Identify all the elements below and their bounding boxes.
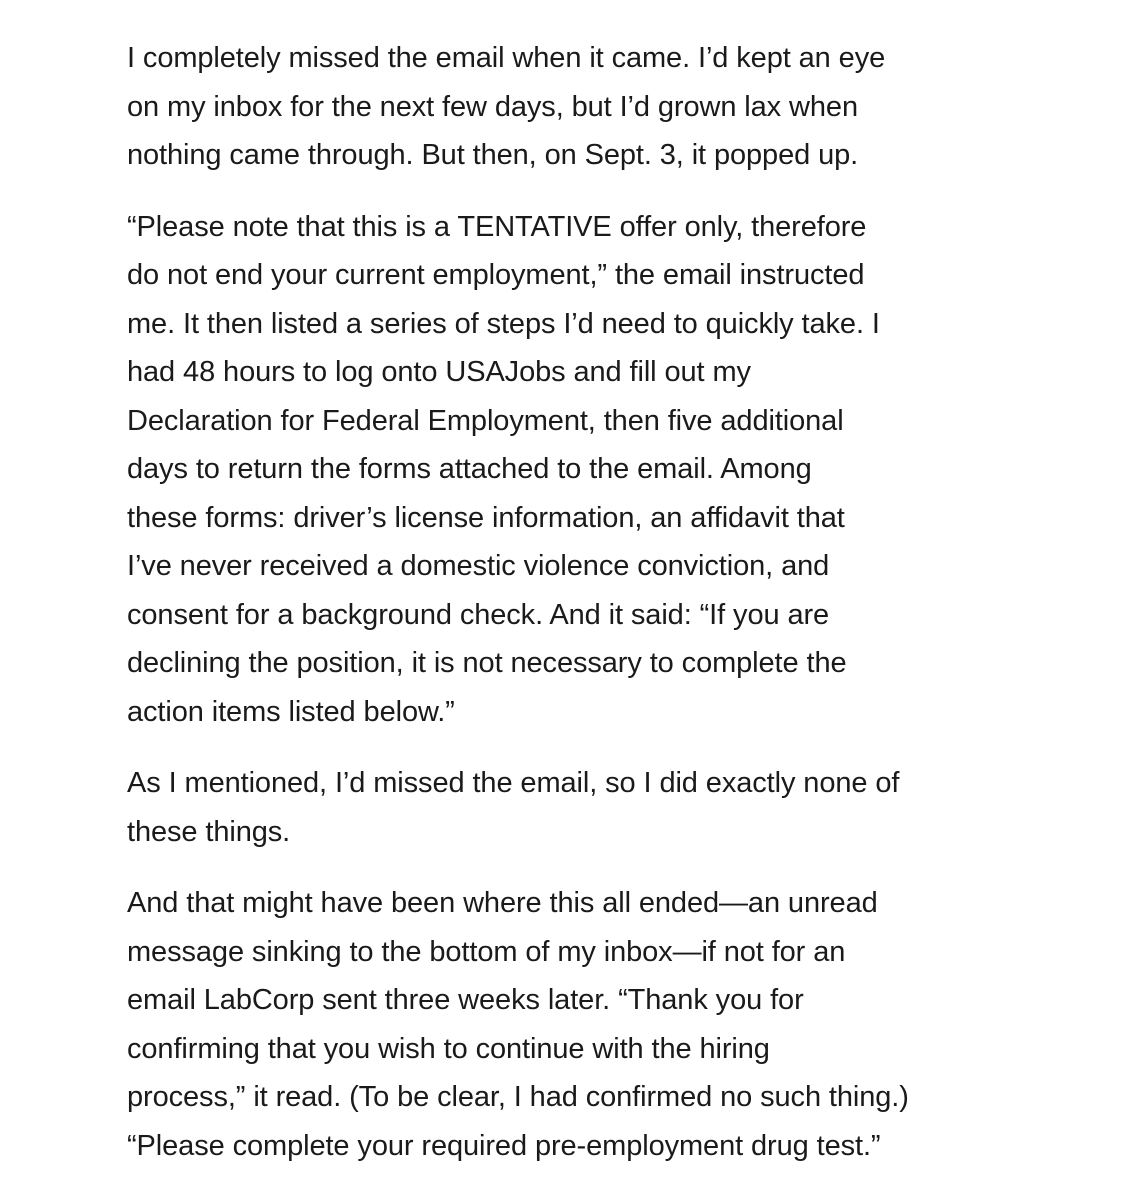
- article-body: [127, 34, 1027, 1170]
- text-line: me. It then listed a series of steps I’d need to quickly take. I: [127, 307, 880, 340]
- text-line: As I mentioned, I’d missed the email, so I did exactly none of: [127, 767, 900, 799]
- text-line: consent for a background check. And it said: “If you are: [127, 598, 830, 631]
- text-line: confirming that you wish to continue with the hiring: [127, 1032, 770, 1065]
- text-line: “Please complete your required pre-employment drug test.”: [127, 1129, 881, 1162]
- text-line: Declaration for Federal Employment, then five additional: [127, 404, 844, 437]
- text-line: action items listed below.”: [127, 695, 455, 728]
- text-line: declining the position, it is not necessary to complete the: [127, 647, 847, 679]
- text-line: process,” it read. (To be clear, I had confirmed no such thing.): [127, 1081, 909, 1113]
- text-line: And that might have been where this all ended—an unread: [127, 887, 878, 919]
- text-line: nothing came through. But then, on Sept. 3, it popped up.: [127, 139, 859, 171]
- text-line: I’ve never received a domestic violence conviction, and: [127, 550, 830, 582]
- paragraph-3: [127, 759, 1027, 856]
- text-line: “Please note that this is a TENTATIVE offer only, therefore: [127, 210, 867, 243]
- paragraph-1: [127, 34, 1027, 180]
- text-line: message sinking to the bottom of my inbox—if not for an: [127, 935, 846, 968]
- paragraph-2: [127, 203, 1027, 737]
- text-line: email LabCorp sent three weeks later. “Thank you for: [127, 984, 804, 1016]
- text-line: days to return the forms attached to the email. Among: [127, 453, 812, 485]
- text-line: these things.: [127, 815, 291, 848]
- text-line: had 48 hours to log onto USAJobs and fill out my: [127, 356, 751, 388]
- text-line: I completely missed the email when it came. I’d kept an eye: [127, 42, 886, 74]
- text-line: do not end your current employment,” the email instructed: [127, 259, 865, 291]
- text-line: on my inbox for the next few days, but I’d grown lax when: [127, 90, 858, 123]
- text-line: these forms: driver’s license information, an affidavit that: [127, 501, 845, 534]
- paragraph-4: [127, 879, 1027, 1170]
